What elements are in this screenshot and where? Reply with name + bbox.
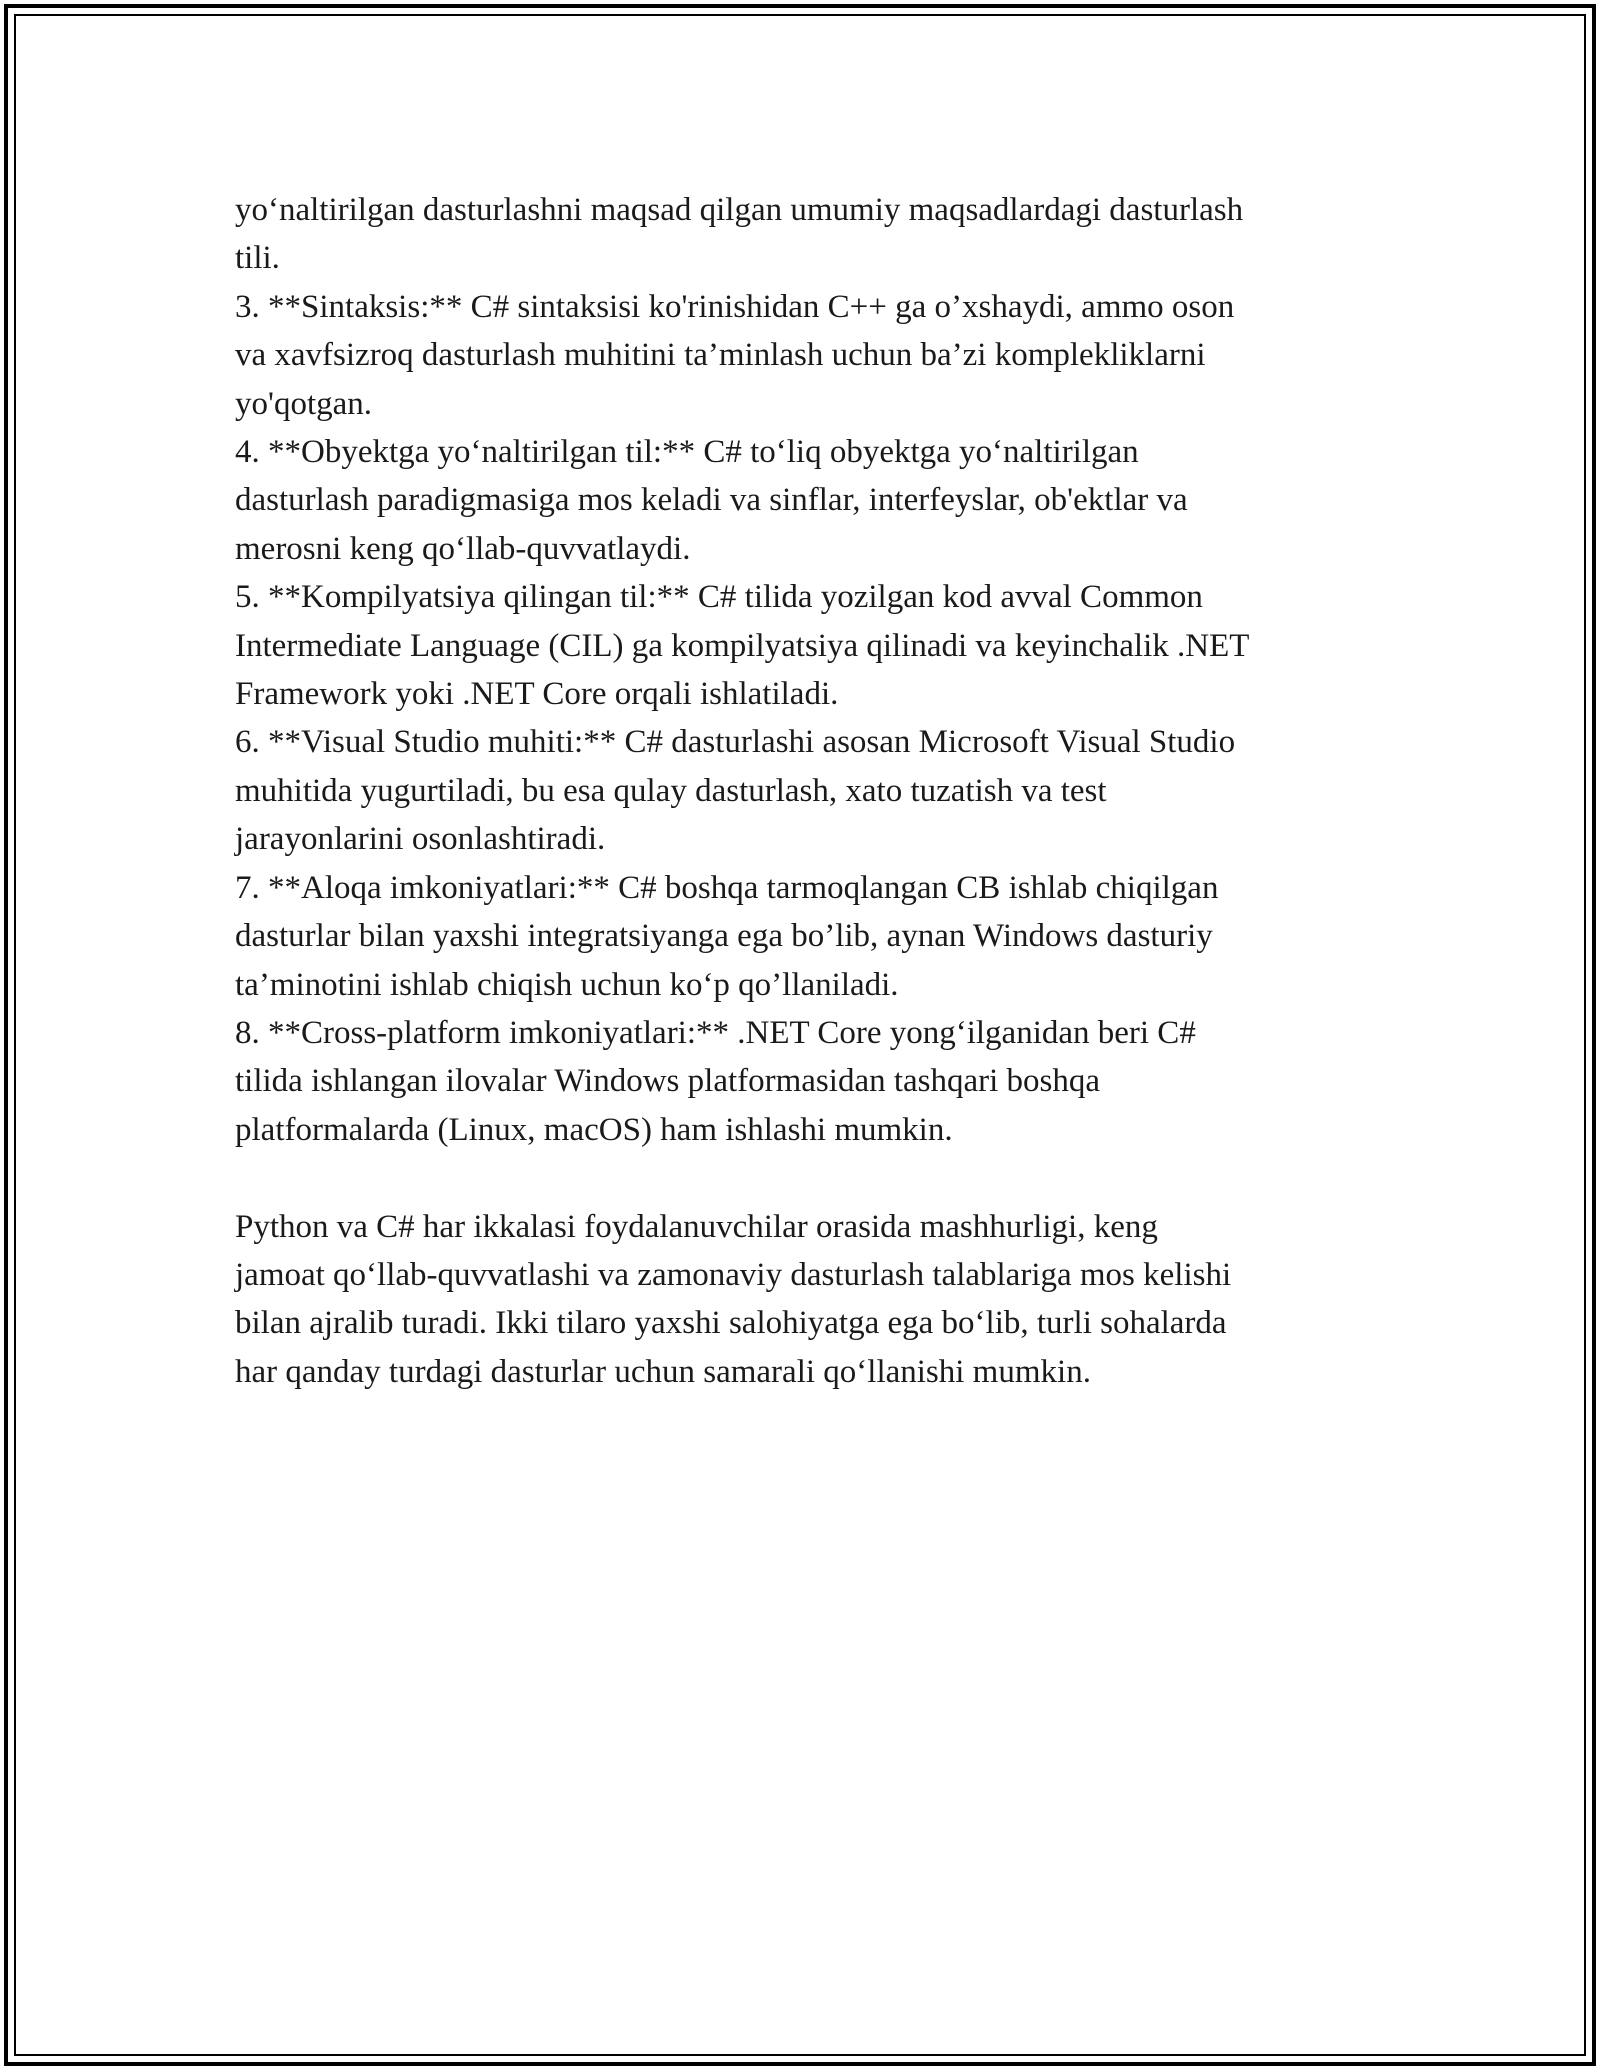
list-item-compiled: 5. **Kompilyatsiya qilingan til:** C# tilida yozilgan kod avval Common Intermediate Language (CIL) ga kompilyatsiya qilinadi va keyinchalik .NET Framework yoki .NET Core orqali ishlatiladi. (235, 579, 1250, 713)
list-item-interop: 7. **Aloqa imkoniyatlari:** C# boshqa tarmoqlangan CB ishlab chiqilgan dasturlar bilan yaxshi integratsiyanga ega bo’lib, aynan Windows dasturiy ta’minotini ishlab chiqish uchun ko‘p qo’llaniladi. (235, 869, 1219, 1003)
list-item-cross-platform: 8. **Cross-platform imkoniyatlari:** .NET Core yong‘ilganidan beri C# tilida ishlangan ilovalar Windows platformasidan tashqari boshqa platformalarda (Linux, macOS) ham ishlashi mumkin. (235, 1014, 1196, 1148)
conclusion-paragraph: Python va C# har ikkalasi foydalanuvchilar orasida mashhurligi, keng jamoat qo‘llab-quvvatlashi va zamonaviy dasturlash talablariga mos kelishi bilan ajralib turadi. Ikki tilaro yaxshi salohiyatga ega bo‘lib, turli sohalarda har qanday turdagi dasturlar uchun samarali qo‘llanishi mumkin. (235, 1208, 1232, 1390)
intro-continuation-paragraph: yo‘naltirilgan dasturlashni maqsad qilgan umumiy maqsadlardagi dasturlash tili. (235, 192, 1244, 277)
paragraph-gap (235, 1154, 1385, 1202)
document-body (235, 186, 1385, 1396)
list-item-syntax: 3. **Sintaksis:** C# sintaksisi ko'rinishidan C++ ga o’xshaydi, ammo oson va xavfsizroq dasturlash muhitini ta’minlash uchun ba’zi komplekliklarni yo'qotgan. (235, 288, 1235, 422)
list-item-visual-studio: 6. **Visual Studio muhiti:** C# dasturlashi asosan Microsoft Visual Studio muhitida yugurtiladi, bu esa qulay dasturlash, xato tuzatish va test jarayonlarini osonlashtiradi. (235, 724, 1236, 858)
list-item-oop: 4. **Obyektga yo‘naltirilgan til:** C# to‘liq obyektga yo‘naltirilgan dasturlash paradigmasiga mos keladi va sinflar, interfeyslar, ob'ektlar va merosni keng qo‘llab-quvvatlaydi. (235, 434, 1188, 567)
